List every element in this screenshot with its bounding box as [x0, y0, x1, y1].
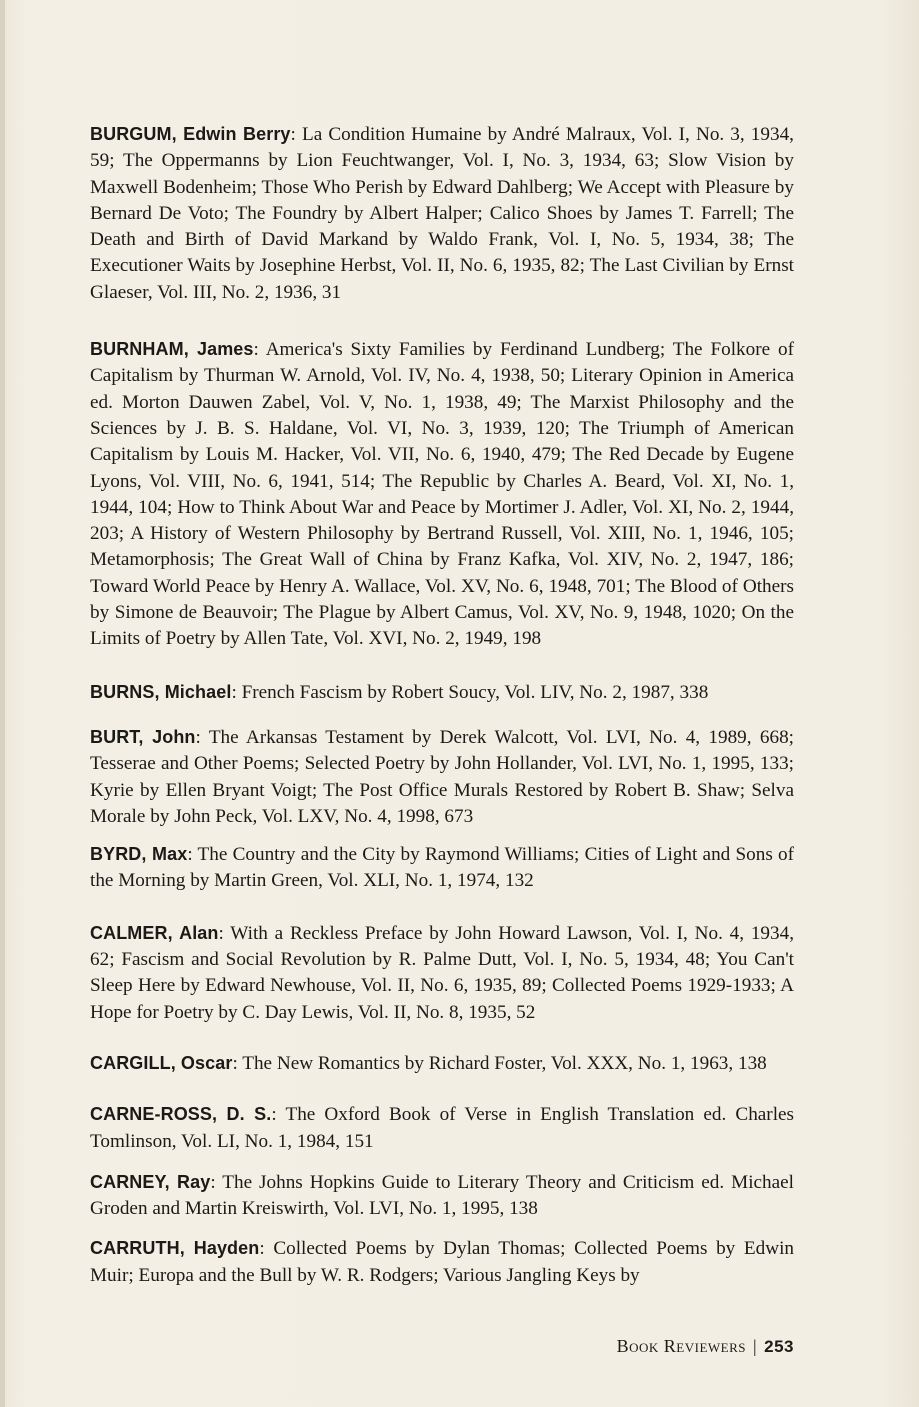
reviewer-works: The New Romantics by Richard Foster, Vol. XXX, No. 1, 1963, 138: [242, 1052, 767, 1074]
page-footer: [617, 1336, 794, 1357]
reviewer-name: BYRD, Max: [90, 844, 188, 865]
reviewer-entry: CARGILL, Oscar: The New Romantics by Richard Foster, Vol. XXX, No. 1, 1963, 138: [90, 1052, 767, 1074]
reviewer-entry: BYRD, Max: The Country and the City by Raymond Williams; Cities of Light and Sons of the Morning by Martin Green, Vol. XLI, No. 1, 1974, 132: [90, 844, 794, 892]
reviewer-works: Collected Poems by Dylan Thomas; Collected Poems by Edwin Muir; Europa and the Bull by W. R. Rodgers; Various Jangling Keys by: [90, 1238, 794, 1286]
reviewer-works: La Condition Humaine by André Malraux, Vol. I, No. 3, 1934, 59; The Oppermanns by Lion Feuchtwanger, Vol. I, No. 3, 1934, 63; Slow Vision by Maxwell Bodenheim; Those Who Perish by Edward Dahlberg; We Accept with Pleasure by Bernard De Voto; The Foundry by Albert Halper; Calico Shoes by James T. Farrell; The Death and Birth of David Markand by Waldo Frank, Vol. I, No. 5, 1934, 38; The Executioner Waits by Josephine Herbst, Vol. II, No. 6, 1935, 82; The Last Civilian by Ernst Glaeser, Vol. III, No. 2, 1936, 31: [90, 124, 794, 303]
reviewer-name: BURNHAM, James: [90, 339, 254, 360]
page-spine-edge: [0, 0, 5, 1407]
reviewer-entry: BURGUM, Edwin Berry: La Condition Humaine by André Malraux, Vol. I, No. 3, 1934, 59; The Oppermanns by Lion Feuchtwanger, Vol. I, No. 3, 1934, 63; Slow Vision by Maxwell Bodenheim; Those Who Perish by Edward Dahlberg; We Accept with Pleasure by Bernard De Voto; The Foundry by Albert Halper; Calico Shoes by James T. Farrell; The Death and Birth of David Markand by Waldo Frank, Vol. I, No. 5, 1934, 38; The Executioner Waits by Josephine Herbst, Vol. II, No. 6, 1935, 82; The Last Civilian by Ernst Glaeser, Vol. III, No. 2, 1936, 31: [90, 124, 794, 303]
reviewer-entry: CARNE-ROSS, D. S.: The Oxford Book of Verse in English Translation ed. Charles Tomlinson, Vol. LI, No. 1, 1984, 151: [90, 1104, 795, 1152]
reviewer-name: CARGILL, Oscar: [90, 1052, 233, 1073]
reviewer-name: BURNS, Michael: [90, 681, 232, 702]
reviewer-works: The Oxford Book of Verse in English Translation ed. Charles Tomlinson, Vol. LI, No. 1, 1984, 151: [90, 1104, 795, 1152]
reviewer-works: French Fascism by Robert Soucy, Vol. LIV, No. 2, 1987, 338: [241, 681, 709, 703]
reviewer-works: The Country and the City by Raymond Williams; Cities of Light and Sons of the Morning by Martin Green, Vol. XLI, No. 1, 1974, 132: [90, 844, 794, 892]
reviewer-entry: CARNEY, Ray: The Johns Hopkins Guide to Literary Theory and Criticism ed. Michael Groden and Martin Kreiswirth, Vol. LVI, No. 1, 1995, 138: [90, 1171, 795, 1220]
reviewer-index: [90, 121, 794, 1315]
reviewer-works: The Johns Hopkins Guide to Literary Theory and Criticism ed. Michael Groden and Martin Kreiswirth, Vol. LVI, No. 1, 1995, 138: [90, 1171, 795, 1220]
reviewer-name: BURT, John: [90, 726, 196, 747]
reviewer-name: CARRUTH, Hayden: [90, 1238, 260, 1259]
page-number: 253: [764, 1337, 794, 1356]
reviewer-name: BURGUM, Edwin Berry: [90, 124, 291, 144]
reviewer-entry: BURNHAM, James: America's Sixty Families by Ferdinand Lundberg; The Folkore of Capitalism by Thurman W. Arnold, Vol. IV, No. 4, 1938, 50; Literary Opinion in America ed. Morton Dauwen Zabel, Vol. V, No. 1, 1938, 49; The Marxist Philosophy and the Sciences by J. B. S. Haldane, Vol. VI, No. 3, 1939, 120; The Triumph of American Capitalism by Louis M. Hacker, Vol. VII, No. 6, 1940, 479; The Red Decade by Eugene Lyons, Vol. VIII, No. 6, 1941, 514; The Republic by Charles A. Beard, Vol. XI, No. 1, 1944, 104; How to Think About War and Peace by Mortimer J. Adler, Vol. XI, No. 2, 1944, 203; A History of Western Philosophy by Bertrand Russell, Vol. XIII, No. 1, 1946, 105; Metamorphosis; The Great Wall of China by Franz Kafka, Vol. XIV, No. 2, 1947, 186; Toward World Peace by Henry A. Wallace, Vol. XV, No. 6, 1948, 701; The Blood of Others by Simone de Beauvoir; The Plague by Albert Camus, Vol. XV, No. 9, 1948, 1020; On the Limits of Poetry by Allen Tate, Vol. XVI, No. 2, 1949, 198: [90, 339, 794, 650]
reviewer-name: CALMER, Alan: [90, 922, 219, 943]
reviewer-entry: CALMER, Alan: With a Reckless Preface by John Howard Lawson, Vol. I, No. 4, 1934, 62; Fascism and Social Revolution by R. Palme Dutt, Vol. I, No. 5, 1934, 48; You Can't Sleep Here by Edward Newhouse, Vol. II, No. 6, 1935, 89; Collected Poems 1929-1933; A Hope for Poetry by C. Day Lewis, Vol. II, No. 8, 1935, 52: [90, 922, 794, 1023]
reviewer-entry: CARRUTH, Hayden: Collected Poems by Dylan Thomas; Collected Poems by Edwin Muir; Europa and the Bull by W. R. Rodgers; Various Jangling Keys by: [90, 1238, 794, 1286]
reviewer-entry: BURT, John: The Arkansas Testament by Derek Walcott, Vol. LVI, No. 4, 1989, 668; Tesserae and Other Poems; Selected Poetry by John Hollander, Vol. LVI, No. 1, 1995, 133; Kyrie by Ellen Bryant Voigt; The Post Office Murals Restored by Robert B. Shaw; Selva Morale by John Peck, Vol. LXV, No. 4, 1998, 673: [90, 726, 794, 827]
reviewer-name: CARNE-ROSS, D. S.: [90, 1104, 272, 1125]
reviewer-works: With a Reckless Preface by John Howard Lawson, Vol. I, No. 4, 1934, 62; Fascism and Social Revolution by R. Palme Dutt, Vol. I, No. 5, 1934, 48; You Can't Sleep Here by Edward Newhouse, Vol. II, No. 6, 1935, 89; Collected Poems 1929-1933; A Hope for Poetry by C. Day Lewis, Vol. II, No. 8, 1935, 52: [90, 922, 794, 1023]
running-footer-title: Book Reviewers: [616, 1336, 747, 1356]
reviewer-name: CARNEY, Ray: [90, 1171, 211, 1192]
reviewer-entry: BURNS, Michael: French Fascism by Robert Soucy, Vol. LIV, No. 2, 1987, 338: [90, 681, 709, 703]
reviewer-works: America's Sixty Families by Ferdinand Lundberg; The Folkore of Capitalism by Thurman W. Arnold, Vol. IV, No. 4, 1938, 50; Literary Opinion in America ed. Morton Dauwen Zabel, Vol. V, No. 1, 1938, 49; The Marxist Philosophy and the Sciences by J. B. S. Haldane, Vol. VI, No. 3, 1939, 120; The Triumph of American Capitalism by Louis M. Hacker, Vol. VII, No. 6, 1940, 479; The Red Decade by Eugene Lyons, Vol. VIII, No. 6, 1941, 514; The Republic by Charles A. Beard, Vol. XI, No. 1, 1944, 104; How to Think About War and Peace by Mortimer J. Adler, Vol. XI, No. 2, 1944, 203; A History of Western Philosophy by Bertrand Russell, Vol. XIII, No. 1, 1946, 105; Metamorphosis; The Great Wall of China by Franz Kafka, Vol. XIV, No. 2, 1947, 186; Toward World Peace by Henry A. Wallace, Vol. XV, No. 6, 1948, 701; The Blood of Others by Simone de Beauvoir; The Plague by Albert Camus, Vol. XV, No. 9, 1948, 1020; On the Limits of Poetry by Allen Tate, Vol. XVI, No. 2, 1949, 198: [90, 339, 794, 650]
reviewer-works: The Arkansas Testament by Derek Walcott, Vol. LVI, No. 4, 1989, 668; Tesserae and Other Poems; Selected Poetry by John Hollander, Vol. LVI, No. 1, 1995, 133; Kyrie by Ellen Bryant Voigt; The Post Office Murals Restored by Robert B. Shaw; Selva Morale by John Peck, Vol. LXV, No. 4, 1998, 673: [90, 726, 794, 827]
footer-separator: |: [753, 1336, 758, 1356]
